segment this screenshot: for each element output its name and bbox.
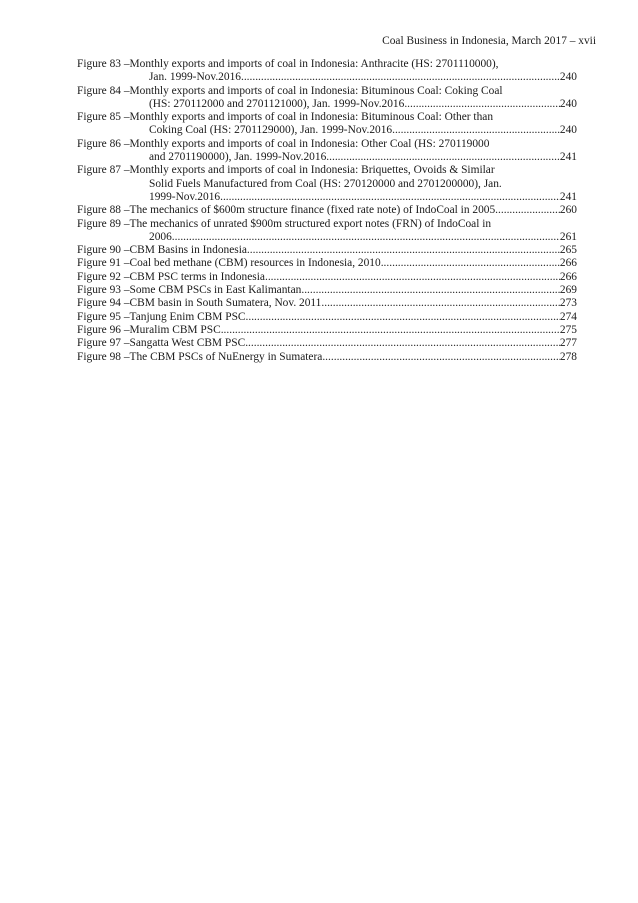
dot-leader [495, 204, 560, 217]
page-number: 240 [559, 124, 577, 137]
dot-leader [247, 244, 560, 257]
dot-leader [301, 284, 560, 297]
page-number: 274 [559, 310, 577, 323]
page-number: 260 [559, 204, 577, 217]
toc-entry-line [77, 71, 577, 84]
figure-title: CBM PSC terms in Indonesia [129, 270, 265, 283]
toc-entry[interactable] [77, 204, 577, 217]
page-number: 269 [559, 284, 577, 297]
figure-title: CBM basin in South Sumatera, Nov. 2011 [129, 297, 322, 310]
dot-leader [392, 124, 560, 137]
toc-entry-line [77, 98, 577, 111]
figure-label: Figure 91 – [77, 257, 130, 270]
figure-title: Monthly exports and imports of coal in Indonesia: Other Coal (HS: 270119000 [129, 137, 490, 150]
page-number: 277 [559, 337, 577, 350]
toc-entry-line [77, 337, 577, 350]
figure-title: 1999-Nov.2016 [149, 190, 221, 203]
dot-leader [321, 297, 560, 310]
figure-title: Monthly exports and imports of coal in Indonesia: Bituminous Coal: Coking Coal [129, 84, 503, 97]
figure-label: Figure 85 – [77, 111, 130, 124]
figure-title: The mechanics of $600m structure finance (fixed rate note) of IndoCoal in 2005 [129, 204, 496, 217]
toc-entry-line [77, 257, 577, 270]
figure-label: Figure 96 – [77, 323, 130, 336]
page-number: 266 [559, 257, 577, 270]
figure-title: Some CBM PSCs in East Kalimantan [129, 284, 302, 297]
toc-entry-line [77, 151, 577, 164]
dot-leader [220, 191, 560, 204]
figure-label: Figure 92 – [77, 270, 130, 283]
toc-entry[interactable] [77, 284, 577, 297]
page-number: 240 [559, 97, 577, 110]
figure-title: Coking Coal (HS: 2701129000), Jan. 1999-Nov.2016 [149, 124, 393, 137]
toc-entry[interactable] [77, 244, 577, 257]
figure-title: Tanjung Enim CBM PSC [129, 310, 246, 323]
toc-entry-line [77, 311, 577, 324]
dot-leader [265, 271, 560, 284]
toc-entry[interactable] [77, 218, 577, 245]
figure-title: Monthly exports and imports of coal in Indonesia: Briquettes, Ovoids & Similar [129, 164, 495, 177]
page-number: 275 [559, 323, 577, 336]
figure-title: Monthly exports and imports of coal in Indonesia: Anthracite (HS: 2701110000), [129, 58, 499, 70]
toc-entry[interactable] [77, 138, 577, 165]
toc-entry-line [77, 191, 577, 204]
toc-entry-line [77, 204, 577, 217]
figure-title: Jan. 1999-Nov.2016 [149, 71, 241, 84]
figure-title: CBM Basins in Indonesia [129, 244, 247, 257]
figure-title: Muralim CBM PSC [129, 323, 221, 336]
figure-label: Figure 97 – [77, 337, 130, 350]
toc-entry-line [77, 138, 577, 151]
toc-entry[interactable] [77, 351, 577, 364]
toc-entry-line [77, 351, 577, 364]
figure-label: Figure 94 – [77, 297, 130, 310]
toc-entry[interactable] [77, 324, 577, 337]
figure-title: The CBM PSCs of NuEnergy in Sumatera [129, 350, 323, 363]
toc-entry[interactable] [77, 297, 577, 310]
dot-leader [172, 231, 560, 244]
toc-entry-line [77, 124, 577, 137]
toc-entry-line [77, 58, 577, 71]
toc-entry-line [77, 218, 577, 231]
toc-entry[interactable] [77, 311, 577, 324]
toc-entry-line [77, 178, 577, 191]
figure-title: Coal bed methane (CBM) resources in Indonesia, 2010 [129, 257, 381, 270]
dot-leader [241, 71, 560, 84]
page-number: 241 [559, 151, 577, 164]
figure-title: Sangatta West CBM PSC [129, 337, 246, 350]
list-of-figures [77, 58, 577, 364]
toc-entry-line [77, 164, 577, 177]
toc-entry-line [77, 85, 577, 98]
figure-label: Figure 86 – [77, 137, 130, 150]
figure-label: Figure 88 – [77, 204, 130, 217]
figure-title: Solid Fuels Manufactured from Coal (HS: 270120000 and 2701200000), Jan. [149, 177, 502, 190]
toc-entry-line [77, 324, 577, 337]
toc-entry[interactable] [77, 85, 577, 112]
toc-entry-line [77, 297, 577, 310]
dot-leader [245, 337, 560, 350]
figure-title: (HS: 270112000 and 2701121000), Jan. 1999-Nov.2016 [149, 97, 405, 110]
toc-entry-line [77, 111, 577, 124]
dot-leader [322, 351, 560, 364]
dot-leader [381, 257, 560, 270]
dot-leader [404, 98, 560, 111]
toc-entry[interactable] [77, 271, 577, 284]
toc-entry[interactable] [77, 257, 577, 270]
figure-title: Monthly exports and imports of coal in Indonesia: Bituminous Coal: Other than [129, 111, 494, 124]
toc-entry-line [77, 271, 577, 284]
figure-label: Figure 98 – [77, 350, 130, 363]
toc-entry[interactable] [77, 337, 577, 350]
dot-leader [326, 151, 560, 164]
figure-label: Figure 89 – [77, 217, 130, 230]
toc-entry-line [77, 284, 577, 297]
figure-label: Figure 90 – [77, 244, 130, 257]
running-header: Coal Business in Indonesia, March 2017 – xvii [382, 35, 596, 47]
figure-label: Figure 95 – [77, 310, 130, 323]
figure-title: 2006 [149, 230, 172, 243]
page-number: 240 [559, 71, 577, 84]
toc-entry[interactable] [77, 58, 577, 85]
figure-label: Figure 87 – [77, 164, 130, 177]
toc-entry[interactable] [77, 164, 577, 204]
figure-title: The mechanics of unrated $900m structured export notes (FRN) of IndoCoal in [129, 217, 492, 230]
page-number: 266 [559, 270, 577, 283]
page-number: 265 [559, 244, 577, 257]
dot-leader [246, 311, 560, 324]
page-number: 278 [559, 350, 577, 363]
figure-title: and 2701190000), Jan. 1999-Nov.2016 [149, 151, 327, 164]
figure-label: Figure 84 – [77, 84, 130, 97]
toc-entry-line [77, 244, 577, 257]
page-number: 273 [559, 297, 577, 310]
page-number: 241 [559, 190, 577, 203]
toc-entry[interactable] [77, 111, 577, 138]
page-number: 261 [559, 230, 577, 243]
toc-entry-line [77, 231, 577, 244]
dot-leader [221, 324, 560, 337]
figure-label: Figure 93 – [77, 284, 130, 297]
figure-label: Figure 83 – [77, 58, 130, 70]
